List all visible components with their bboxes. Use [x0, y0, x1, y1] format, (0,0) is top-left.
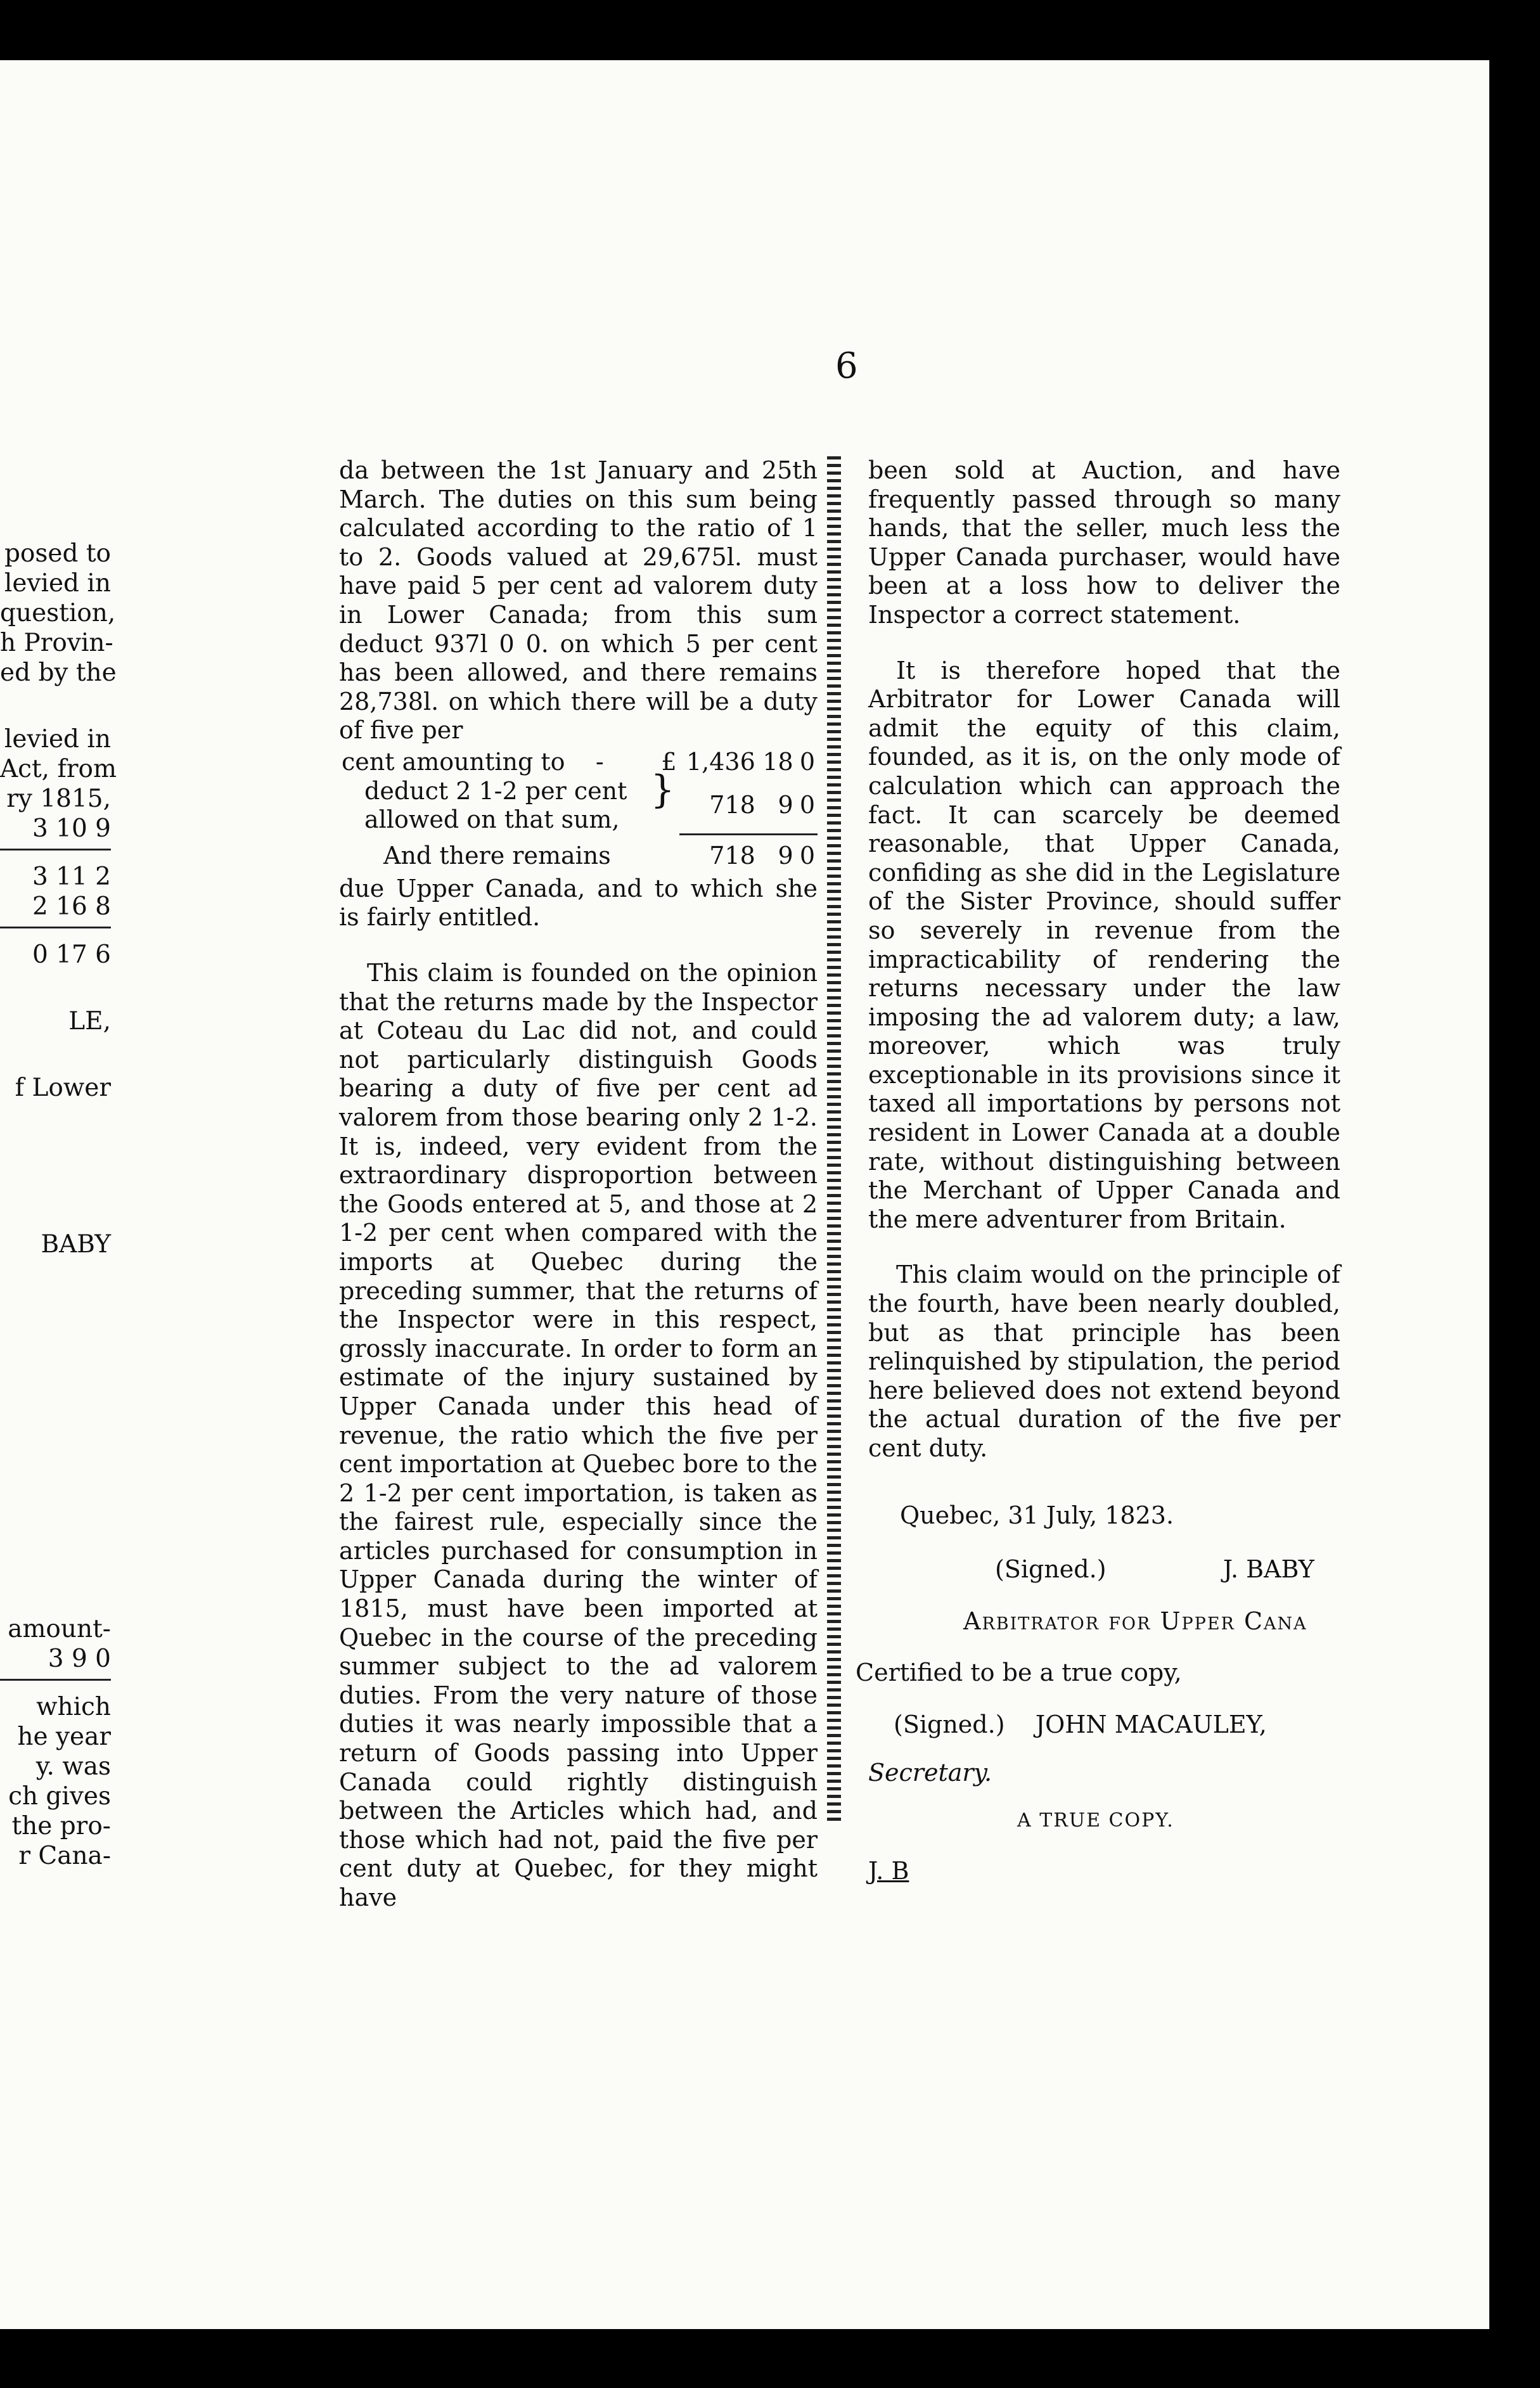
- signature-line: (Signed.) J. BABY: [995, 1555, 1314, 1584]
- prev-block-5: LE,: [68, 1007, 111, 1036]
- account-pounds: 1,436: [686, 747, 755, 776]
- account-separator: [339, 835, 818, 842]
- account-row: [339, 748, 818, 777]
- arbitrator-role: Arbitrator for Upper Cana: [963, 1607, 1307, 1635]
- prev-block-6: f Lower: [15, 1074, 111, 1102]
- account-shillings: 9: [778, 842, 793, 870]
- account-currency: £: [661, 747, 677, 776]
- date-line: Quebec, 31 July, 1823.: [900, 1501, 1174, 1529]
- prev-block-7: BABY: [41, 1230, 111, 1259]
- account-pence: 0: [799, 842, 815, 870]
- account-pounds: 718: [709, 842, 755, 870]
- account-row: [339, 842, 818, 871]
- account-label: And there remains: [383, 842, 611, 870]
- account-shillings: 18: [762, 747, 793, 776]
- account-label: cent amounting to -: [342, 747, 604, 776]
- text-column-left: [339, 456, 818, 1913]
- prev-rule: [0, 927, 111, 928]
- initials: J. B: [868, 1856, 909, 1885]
- signature-line: (Signed.) JOHN MACAULEY,: [894, 1710, 1267, 1738]
- account-shillings: 9: [778, 790, 793, 819]
- paragraph: This claim would on the principle of the fourth, have been nearly doubled, but as that principle has been relinquished by stipulation, the period here believed does not extend beyond the actual duration of the five per cent duty.: [868, 1261, 1340, 1462]
- column-divider: [827, 456, 841, 1825]
- prev-block-9: which he year y. was ch gives the pro- r Cana-: [8, 1693, 111, 1870]
- paragraph: da between the 1st January and 25th March. The duties on this sum being calculated according to the ratio of 1 to 2. Goods valued at 29,675l. must have paid 5 per cent ad valorem duty in Lower Canada; from this sum deduct 937l 0 0. on which 5 per cent has been allowed, and there remains 28,738l. on which there will be a duty of five per: [339, 456, 818, 745]
- prev-block-8: amount- 3 9 0: [0, 1614, 111, 1681]
- account-pence: 0: [799, 790, 815, 819]
- account-pounds: 718: [709, 790, 755, 819]
- prev-block-1: posed to levied in question, h Provin- ed by the: [0, 539, 117, 687]
- prev-rule: [0, 1679, 111, 1681]
- true-copy-line: A TRUE COPY.: [1017, 1809, 1174, 1832]
- paragraph: been sold at Auction, and have frequently passed through so many hands, that the seller, much less the Upper Canada purchaser, would have been at a loss how to deliver the Inspector a correct statement.: [868, 456, 1340, 629]
- text-column-right: [856, 456, 1340, 1885]
- document-page: [0, 60, 1489, 2329]
- account-row: [339, 777, 818, 835]
- paragraph: This claim is founded on the opinion that the returns made by the Inspector at Coteau du Lac did not, and could not particularly distinguish Goods bearing a duty of five per cent ad valorem from those bearing only 2 1-2. It is, indeed, very evident from the extraordinary disproportion between the Goods entered at 5, and those at 2 1-2 per cent when compared with the imports at Quebec during the preceding summer, that the returns of the Inspector were in this respect, grossly inaccurate. In order to form an estimate of the injury sustained by Upper Canada under this head of revenue, the ratio which the five per cent importation at Quebec bore to the 2 1-2 per cent importation, is taken as the fairest rule, especially since the articles purchased for consumption in Upper Canada during the winter of 1815, must have been imported at Quebec in the course of the preceding summer subject to the ad valorem duties. From the very nature of those duties it was nearly impossible that a return of Goods passing into Upper Canada could rightly distinguish between the Articles which had, and those which had not, paid the five per cent duty at Quebec, for they might have: [339, 959, 818, 1911]
- prev-rule: [0, 849, 111, 851]
- paragraph: due Upper Canada, and to which she is fairly entitled.: [339, 874, 818, 932]
- prev-block-2: levied in Act, from ry 1815, 3 10 9 3 11 2 2 16 8 0 17 6: [0, 725, 117, 969]
- previous-page-column: [0, 539, 117, 1908]
- page-number: 6: [835, 345, 858, 387]
- account-pence: 0: [799, 747, 815, 776]
- paragraph: It is therefore hoped that the Arbitrator for Lower Canada will admit the equity of this claim, founded, as it is, on the only mode of calculation which can approach the fact. It can scarcely be deemed reasonable, that Upper Canada, confiding as she did in the Legislature of the Sister Province, should suffer so severely in revenue from the impracticability of rendering the returns necessary under the law imposing the ad valorem duty; a law, moreover, which was truly exceptionable in its provisions since it taxed all importations by persons not resident in Lower Canada at a double rate, without distinguishing between the Merchant of Upper Canada and the mere adventurer from Britain.: [868, 656, 1340, 1233]
- certified-line: Certified to be a true copy,: [856, 1659, 1182, 1687]
- account-label: deduct 2 1-2 per cent allowed on that sum,: [364, 776, 627, 834]
- secretary-line: Secretary.: [868, 1758, 992, 1787]
- brace: }: [650, 767, 675, 812]
- account-table: [339, 748, 818, 871]
